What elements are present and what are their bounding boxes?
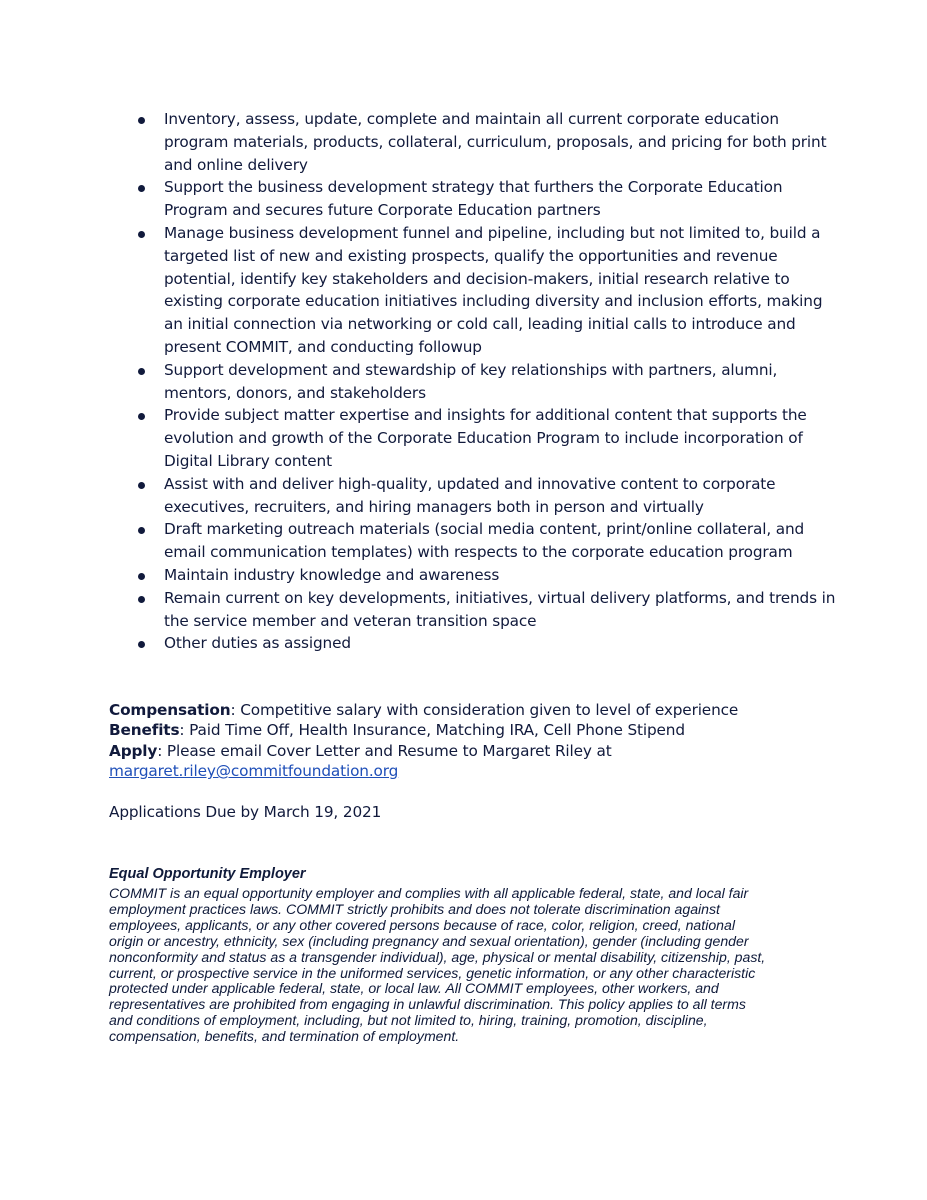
list-item — [136, 587, 836, 633]
employment-terms — [109, 700, 849, 782]
duty-text: Manage business development funnel and pipeline, including but not limited to, build a targeted list of new and existing prospects, qualify the opportunities and revenue potential, identify key stakeholders and decision-makers, initial research relative to existing corporate education initiatives including diversity and inclusion efforts, making an initial connection via networking or cold call, leading initial calls to introduce and present COMMIT, and conducting followup — [164, 223, 823, 356]
bullet-icon — [138, 573, 145, 580]
eoe-line: compensation, benefits, and termination of employment. — [109, 1028, 460, 1045]
bullet-icon — [138, 117, 145, 124]
apply-email-line — [109, 761, 849, 781]
eoe-line: and conditions of employment, including, but not limited to, hiring, training, promotion, discipline, — [109, 1012, 708, 1029]
eoe-line: protected under applicable federal, state, or local law. All COMMIT employees, other workers, and — [109, 980, 719, 997]
bullet-icon — [138, 231, 145, 238]
application-deadline: Applications Due by March 19, 2021 — [109, 803, 382, 821]
list-item — [136, 473, 836, 519]
list-item — [136, 404, 836, 472]
duties-list — [136, 108, 836, 655]
apply-line — [109, 741, 849, 761]
apply-email-link[interactable]: margaret.riley@commitfoundation.org — [109, 762, 399, 781]
bullet-icon — [138, 185, 145, 192]
compensation-label: Compensation — [109, 701, 231, 719]
benefits-line — [109, 720, 849, 740]
bullet-icon — [138, 482, 145, 489]
eoe-line: employees, applicants, or any other covered persons because of race, color, religion, creed, national — [109, 916, 735, 933]
eoe-line: current, or prospective service in the uniformed services, genetic information, or any other characteristic — [109, 964, 756, 981]
bullet-icon — [138, 413, 145, 420]
list-item — [136, 518, 836, 564]
apply-label: Apply — [109, 741, 158, 760]
eoe-line: COMMIT is an equal opportunity employer and complies with all applicable federal, state, and local fair — [109, 885, 749, 901]
list-item — [136, 108, 836, 176]
list-item — [136, 176, 836, 222]
benefits-label: Benefits — [109, 721, 180, 740]
duty-text: Assist with and deliver high-quality, updated and innovative content to corporate executives, recruiters, and hiring managers both in person and virtually — [164, 474, 776, 516]
eoe-line: nonconformity and status as a transgender individual), age, physical or mental disability, citizenship, past, — [109, 948, 766, 965]
eoe-heading: Equal Opportunity Employer — [109, 866, 306, 882]
list-item — [136, 359, 836, 405]
eoe-statement — [109, 886, 829, 1045]
duty-text: Support development and stewardship of key relationships with partners, alumni, mentors, donors, and stakeholders — [164, 360, 778, 402]
bullet-icon — [138, 527, 145, 534]
eoe-line: employment practices laws. COMMIT strictly prohibits and does not tolerate discrimination against — [109, 900, 720, 917]
compensation-line — [109, 700, 849, 720]
eoe-line: origin or ancestry, ethnicity, sex (including pregnancy and sexual orientation), gender (including gender — [109, 932, 749, 949]
list-item — [136, 632, 836, 655]
list-item — [136, 222, 836, 359]
duty-text: Draft marketing outreach materials (social media content, print/online collateral, and email communication templates) with respects to the corporate education program — [164, 520, 805, 562]
duty-text: Inventory, assess, update, complete and maintain all current corporate education program materials, products, collateral, curriculum, proposals, and pricing for both print and online delivery — [164, 110, 827, 174]
apply-value: : Please email Cover Letter and Resume to Margaret Riley at — [157, 741, 612, 760]
duty-text: Provide subject matter expertise and insights for additional content that supports the evolution and growth of the Corporate Education Program to include incorporation of Digital Library content — [164, 406, 807, 470]
equal-opportunity-section — [109, 865, 829, 1045]
bullet-icon — [138, 641, 145, 648]
compensation-value: : Competitive salary with consideration given to level of experience — [230, 701, 739, 719]
bullet-icon — [138, 368, 145, 375]
bullet-icon — [138, 596, 145, 603]
duty-text: Other duties as assigned — [164, 634, 351, 653]
list-item — [136, 564, 836, 587]
duty-text: Remain current on key developments, initiatives, virtual delivery platforms, and trends in the service member and veteran transition space — [164, 588, 836, 630]
duty-text: Support the business development strategy that furthers the Corporate Education Program and secures future Corporate Education partners — [164, 178, 783, 220]
duty-text: Maintain industry knowledge and awareness — [164, 565, 500, 584]
benefits-value: : Paid Time Off, Health Insurance, Matching IRA, Cell Phone Stipend — [179, 721, 685, 740]
eoe-line: representatives are prohibited from engaging in unlawful discrimination. This policy applies to all terms — [109, 996, 746, 1013]
